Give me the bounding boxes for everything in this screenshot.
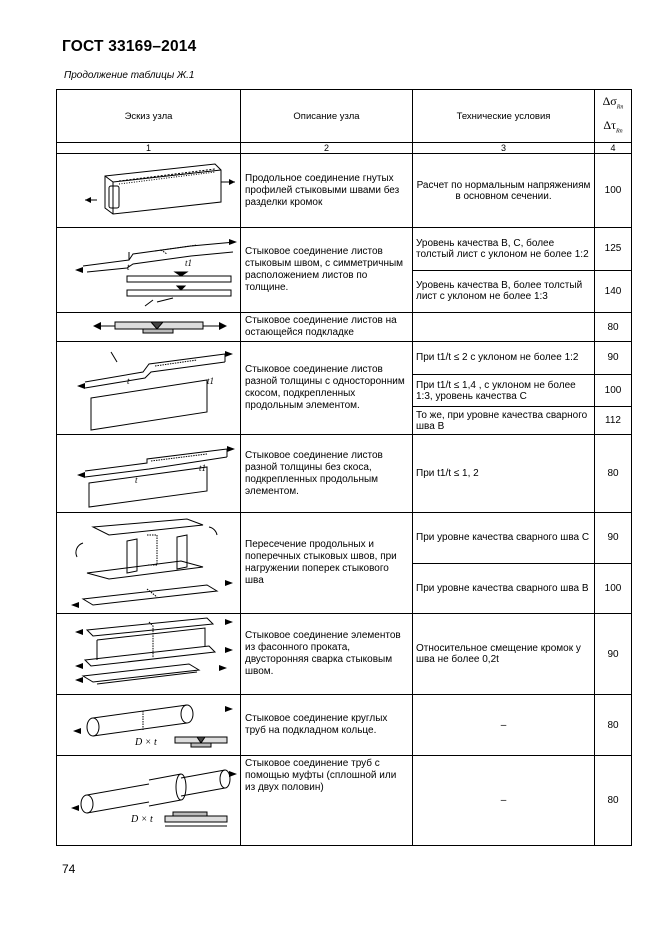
document-title: ГОСТ 33169–2014 (62, 38, 197, 55)
table-row (57, 695, 632, 756)
delta-sigma-symbol: $\Delta\sigma_{Rn}$ (602, 93, 624, 110)
table-header-row (57, 90, 632, 143)
row-value: 125 (595, 228, 632, 271)
row-condition: То же, при уровне качества сварного шва B (413, 407, 595, 435)
row-value: 100 (595, 374, 632, 407)
row-description: Стыковое соединение листов разной толщины без скоса, подкрепленных продольным элементом. (241, 435, 413, 513)
table-row (57, 513, 632, 564)
row-condition: При уровне качества сварного шва B (413, 563, 595, 614)
row-condition: При t1/t ≤ 1,4 , с уклоном не более 1:3, уровень качества C (413, 374, 595, 407)
row-description: Стыковое соединение листов на остающейся подкладке (241, 313, 413, 342)
sketch-one-side-taper-stiffened (57, 342, 241, 435)
row-description: Стыковое соединение листов стыковым швом, с симметричным расположением листов по толщине. (241, 228, 413, 313)
row-condition: Уровень качества B, C, более толстый лист с уклоном не более 1:2 (413, 228, 595, 271)
label-dxt: D × t (135, 737, 157, 748)
row-description: Стыковое соединение круглых труб на подкладном кольце. (241, 695, 413, 756)
table-row (57, 228, 632, 271)
label-dxt: D × t (131, 814, 153, 825)
row-condition: При уровне качества сварного шва C (413, 513, 595, 564)
row-condition: Расчет по нормальным напряжениям в основном сечении. (413, 154, 595, 228)
row-value: 80 (595, 435, 632, 513)
sketch-no-taper-stiffened (57, 435, 241, 513)
table-continuation-caption: Продолжение таблицы Ж.1 (64, 70, 195, 81)
page-number: 74 (62, 862, 76, 876)
label-t1: t1 (185, 258, 193, 268)
header-delta (595, 90, 632, 143)
sketch-pipe-backing-ring (57, 695, 241, 756)
row-value: 80 (595, 756, 632, 846)
row-description: Стыковое соединение труб с помощью муфты (сплошной или из двух половин) (241, 756, 413, 846)
sketch-rolled-profile-butt (57, 614, 241, 695)
row-value: 80 (595, 313, 632, 342)
row-value: 112 (595, 407, 632, 435)
row-description: Продольное соединение гнутых профилей стыковыми швами без разделки кромок (241, 154, 413, 228)
sketch-tube-longitudinal (57, 154, 241, 228)
row-condition: При t1/t ≤ 1, 2 (413, 435, 595, 513)
row-value: 140 (595, 270, 632, 313)
header-description: Описание узла (241, 90, 413, 143)
label-t1: t1 (207, 376, 215, 386)
row-condition: При t1/t ≤ 2 с уклоном не более 1:2 (413, 342, 595, 375)
fatigue-details-table (56, 89, 632, 846)
table-row (57, 342, 632, 375)
row-value: 100 (595, 563, 632, 614)
column-number: 1 (57, 143, 241, 154)
row-condition: Уровень качества B, более толстый лист с уклоном не более 1:3 (413, 270, 595, 313)
sketch-backing-strip (57, 313, 241, 342)
header-sketch: Эскиз узла (57, 90, 241, 143)
table-row (57, 435, 632, 513)
row-condition: Относительное смещение кромок у шва не более 0,2t (413, 614, 595, 695)
label-t: t (127, 376, 130, 386)
label-t1: t1 (199, 463, 207, 473)
table-row (57, 154, 632, 228)
row-value: 90 (595, 614, 632, 695)
row-condition (413, 313, 595, 342)
row-description: Стыковое соединение элементов из фасонного проката, двусторонняя сварка стыковым швом. (241, 614, 413, 695)
row-condition: – (413, 695, 595, 756)
row-value: 80 (595, 695, 632, 756)
row-description: Стыковое соединение листов разной толщины с односторонним скосом, подкрепленных продольным элементом. (241, 342, 413, 435)
row-value: 100 (595, 154, 632, 228)
table-row (57, 614, 632, 695)
column-number: 3 (413, 143, 595, 154)
column-number: 2 (241, 143, 413, 154)
row-description: Пересечение продольных и поперечных стыковых швов, при нагружении поперек стыкового шва (241, 513, 413, 614)
label-t: t (135, 475, 138, 485)
sketch-crossing-welds (57, 513, 241, 614)
label-t: t (127, 262, 130, 272)
column-number-row (57, 143, 632, 154)
table-row (57, 756, 632, 846)
row-condition: – (413, 756, 595, 846)
sketch-pipe-sleeve (57, 756, 241, 846)
row-value: 90 (595, 342, 632, 375)
column-number: 4 (595, 143, 632, 154)
table-row (57, 313, 632, 342)
header-conditions: Технические условия (413, 90, 595, 143)
delta-tau-symbol: $\Delta\tau_{Rn}$ (603, 118, 623, 135)
sketch-butt-joint-symmetric (57, 228, 241, 313)
row-value: 90 (595, 513, 632, 564)
